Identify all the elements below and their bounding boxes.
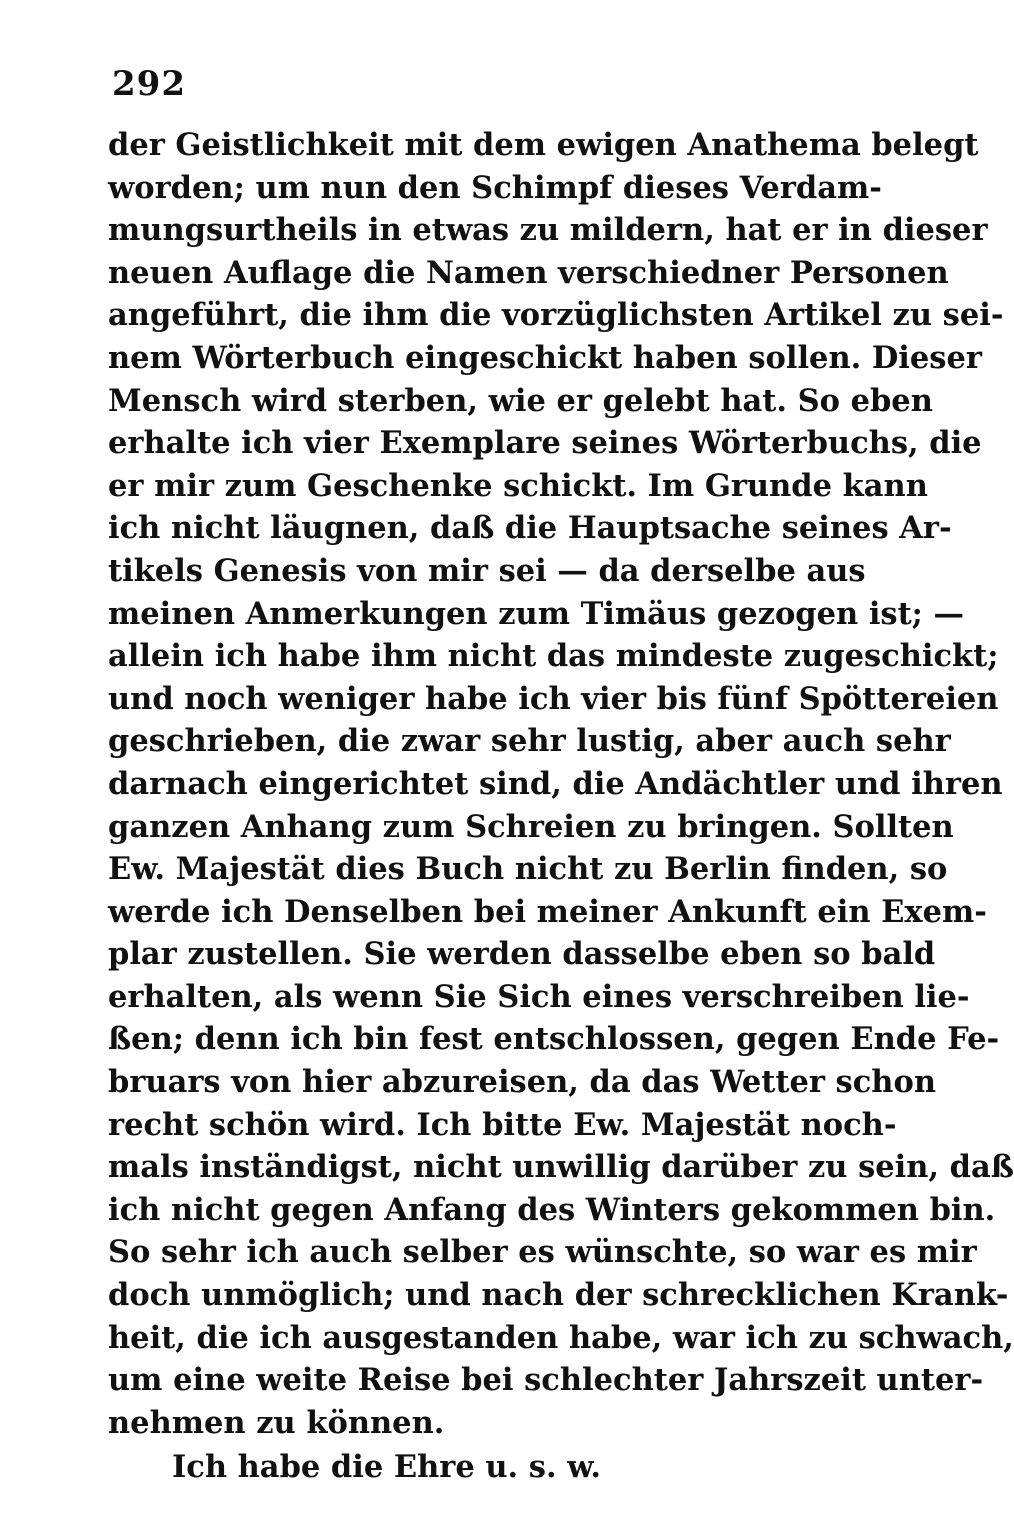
text-line: worden; um nun den Schimpf dieses Verdam-: [108, 169, 882, 206]
text-line: darnach eingerichtet sind, die Andächtler und ihren: [108, 765, 1003, 802]
text-line: Ew. Majestät dies Buch nicht zu Berlin finden, so: [108, 851, 948, 888]
text-line: nem Wörterbuch eingeschickt haben sollen. Dieser: [108, 339, 982, 376]
text-line: So sehr ich auch selber es wünschte, so war es mir: [108, 1234, 977, 1271]
text-line: ganzen Anhang zum Schreien zu bringen. Sollten: [108, 808, 954, 845]
text-line: geschrieben, die zwar sehr lustig, aber auch sehr: [108, 723, 951, 760]
text-line: recht schön wird. Ich bitte Ew. Majestät noch-: [108, 1106, 897, 1143]
text-line: neuen Auflage die Namen verschiedner Personen: [108, 254, 949, 291]
letter-body: [108, 124, 1014, 1489]
text-line: Mensch wird sterben, wie er gelebt hat. So eben: [108, 382, 933, 419]
text-line: angeführt, die ihm die vorzüglichsten Artikel zu sei-: [108, 297, 1004, 334]
text-line: der Geistlichkeit mit dem ewigen Anathema belegt: [108, 127, 979, 163]
text-line: allein ich habe ihm nicht das mindeste zugeschickt;: [108, 638, 999, 675]
text-line: ich nicht gegen Anfang des Winters gekommen bin.: [108, 1191, 996, 1228]
text-line: meinen Anmerkungen zum Timäus gezogen ist; —: [108, 595, 965, 632]
text-line: und noch weniger habe ich vier bis fünf Spöttereien: [108, 680, 999, 717]
text-line: um eine weite Reise bei schlechter Jahrszeit unter-: [108, 1362, 984, 1399]
text-line: mungsurtheils in etwas zu mildern, hat er in dieser: [108, 212, 988, 249]
text-line: erhalte ich vier Exemplare seines Wörterbuchs, die: [108, 425, 982, 462]
text-line: werde ich Denselben bei meiner Ankunft ein Exem-: [108, 893, 987, 930]
text-line: nehmen zu können.: [108, 1404, 445, 1441]
text-line: ßen; denn ich bin fest entschlossen, gegen Ende Fe-: [108, 1021, 1000, 1058]
text-line: heit, die ich ausgestanden habe, war ich zu schwach,: [108, 1319, 1014, 1356]
text-line: tikels Genesis von mir sei — da derselbe aus: [108, 552, 866, 589]
page-number: 292: [112, 64, 186, 104]
text-line: plar zustellen. Sie werden dasselbe eben so bald: [108, 936, 936, 973]
text-line: ich nicht läugnen, daß die Hauptsache seines Ar-: [108, 510, 952, 547]
text-line: mals inständigst, nicht unwillig darüber zu sein, daß: [108, 1149, 1014, 1186]
text-line: bruars von hier abzureisen, da das Wetter schon: [108, 1064, 936, 1101]
text-line: er mir zum Geschenke schickt. Im Grunde kann: [108, 467, 928, 504]
text-line: erhalten, als wenn Sie Sich eines verschreiben lie-: [108, 978, 970, 1015]
text-line: doch unmöglich; und nach der schrecklichen Krank-: [108, 1277, 1009, 1314]
closing-formula: Ich habe die Ehre u. s. w.: [172, 1449, 601, 1486]
